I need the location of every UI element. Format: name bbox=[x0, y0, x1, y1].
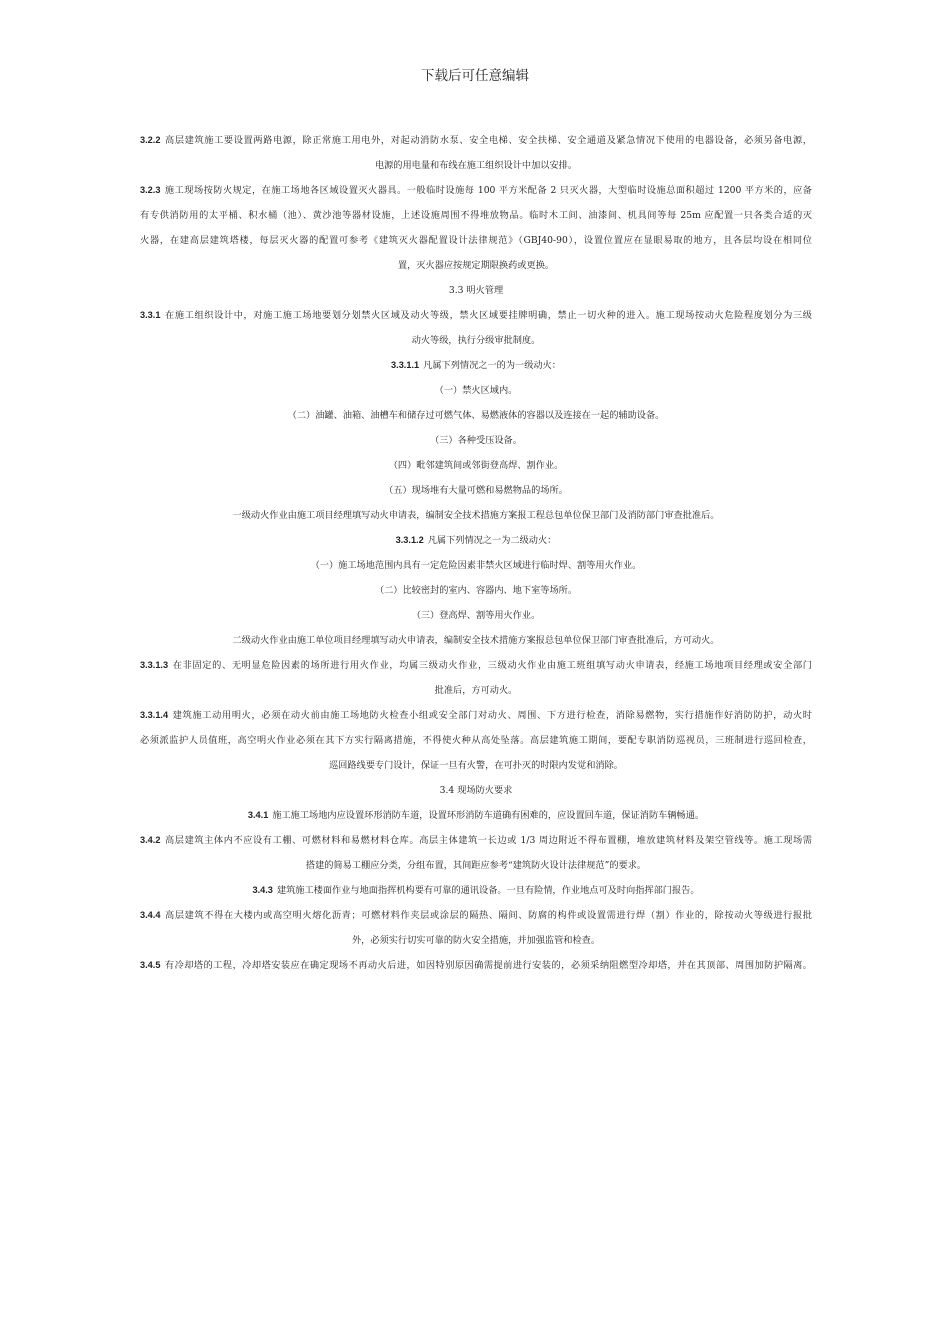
line-text: 搭建的简易工棚应分类，分组布置，其间距应参考“建筑防火设计法律规范”的要求。 bbox=[305, 860, 647, 871]
line-text: 凡属下列情况之一的为一级动火： bbox=[423, 360, 561, 371]
text-line bbox=[140, 753, 812, 778]
section-number: 3.3.1.2 bbox=[395, 535, 424, 545]
text-line bbox=[140, 953, 812, 978]
line-text: 必须派监护人员值班，高空明火作业必须在其下方实行隔离措施，不得使火种从高处坠落。高层建筑施工期间，要配专职消防巡视员，三班制进行巡回检查， bbox=[140, 735, 812, 746]
text-line bbox=[140, 678, 812, 703]
line-text: （二）比较密封的室内、容器内、地下室等场所。 bbox=[374, 585, 578, 596]
text-line bbox=[140, 553, 812, 578]
text-line bbox=[140, 828, 812, 853]
line-text: 二级动火作业由施工单位项目经理填写动火申请表，编制安全技术措施方案报总包单位保卫部门审查批准后，方可动火。 bbox=[232, 635, 720, 646]
line-text: 在施工组织设计中，对施工施工场地要划分划禁火区域及动火等级，禁火区域要挂牌明确，禁止一切火种的进入。施工现场按动火危险程度划分为三级 bbox=[164, 310, 812, 321]
line-text: （三）各种受压设备。 bbox=[430, 435, 522, 446]
line-text: 施工现场按防火规定，在施工场地各区域设置灭火器具。一般临时设施每 100 平方米配备 2 只灭火器，大型临时设施总面积超过 1200 平方米的，应备 bbox=[164, 185, 812, 196]
text-line bbox=[140, 528, 812, 553]
text-line bbox=[140, 903, 812, 928]
text-line bbox=[140, 628, 812, 653]
section-number: 3.4.2 bbox=[140, 835, 161, 845]
text-line bbox=[140, 178, 812, 203]
text-line bbox=[140, 328, 812, 353]
text-line bbox=[140, 428, 812, 453]
line-text: 巡回路线要专门设计，保证一旦有火警，在可扑灭的时限内发觉和消除。 bbox=[329, 760, 623, 771]
section-number: 3.3.1.4 bbox=[140, 710, 169, 720]
section-number: 3.3.1 bbox=[140, 310, 161, 320]
line-text: （五）现场堆有大量可燃和易燃物品的场所。 bbox=[384, 485, 568, 496]
line-text: 高层建筑施工要设置两路电源，除正常施工用电外，对起动消防水泵、安全电梯、安全扶梯、安全通道及紧急情况下使用的电器设备，必须另备电源， bbox=[164, 135, 812, 146]
text-line bbox=[140, 853, 812, 878]
section-number: 3.3.1.3 bbox=[140, 660, 169, 670]
line-text: 有冷却塔的工程，冷却塔安装应在确定现场不再动火后进，如因特别原因确需提前进行安装的，必须采纳阻燃型冷却塔，并在其顶部、周围加防护隔离。 bbox=[164, 960, 812, 971]
text-line bbox=[140, 403, 812, 428]
text-line bbox=[140, 453, 812, 478]
section-number: 3.4.4 bbox=[140, 910, 161, 920]
line-text: 3.3 明火管理 bbox=[448, 285, 504, 296]
section-number: 3.2.3 bbox=[140, 185, 161, 195]
text-line bbox=[140, 353, 812, 378]
text-line bbox=[140, 653, 812, 678]
text-line bbox=[140, 928, 812, 953]
line-text: （二）油罐、油箱、油槽车和储存过可燃气体、易燃液体的容器以及连接在一起的辅助设备。 bbox=[287, 410, 665, 421]
line-text: 有专供消防用的太平桶、积水桶（池）、黄沙池等器材设施，上述设施周围不得堆放物品。临时木工间、油漆间、机具间等每 25m 应配置一只各类合适的灭 bbox=[140, 210, 812, 221]
section-number: 3.2.2 bbox=[140, 135, 161, 145]
section-number: 3.4.3 bbox=[252, 885, 273, 895]
line-text: 在非固定的、无明显危险因素的场所进行用火作业，均属三级动火作业，三级动火作业由施工班组填写动火申请表，经施工场地项目经理或安全部门 bbox=[172, 660, 812, 671]
text-line bbox=[140, 728, 812, 753]
text-line bbox=[140, 228, 812, 253]
section-number: 3.4.5 bbox=[140, 960, 161, 970]
line-text: （一）施工场地范围内具有一定危险因素非禁火区域进行临时焊、割等用火作业。 bbox=[310, 560, 642, 571]
section-number: 3.4.1 bbox=[247, 810, 269, 820]
line-text: 施工施工场地内应设置环形消防车道，设置环形消防车道确有困难的，应设置回车道，保证消防车辆畅通。 bbox=[272, 810, 705, 821]
document-body bbox=[140, 128, 812, 978]
text-line bbox=[140, 703, 812, 728]
text-line bbox=[140, 603, 812, 628]
line-text: （一）禁火区域内。 bbox=[434, 385, 518, 396]
line-text: 电源的用电量和布线在施工组织设计中加以安排。 bbox=[374, 160, 578, 171]
text-line bbox=[140, 203, 812, 228]
text-line bbox=[140, 128, 812, 153]
line-text: 建筑施工动用明火，必须在动火前由施工场地防火检查小组或安全部门对动火、周围、下方进行检查，消除易燃物，实行措施作好消防防护，动火时 bbox=[172, 710, 812, 721]
line-text: （三）登高焊、割等用火作业。 bbox=[411, 610, 541, 621]
text-line bbox=[140, 278, 812, 303]
text-line bbox=[140, 503, 812, 528]
text-line bbox=[140, 378, 812, 403]
text-line bbox=[140, 778, 812, 803]
text-line bbox=[140, 253, 812, 278]
line-text: 高层建筑主体内不应设有工棚、可燃材料和易燃材料仓库。高层主体建筑一长边或 1/3 周边附近不得布置棚，堆放建筑材料及架空管线等。施工现场需 bbox=[164, 835, 812, 846]
line-text: 火器，在建高层建筑塔楼，每层灭火器的配置可参考《建筑灭火器配置设计法律规范》（GBJ40-90），设置位置应在显眼易取的地方，且各层均设在相同位 bbox=[140, 235, 812, 246]
page-header: 下载后可任意编辑 bbox=[421, 68, 529, 84]
text-line bbox=[140, 478, 812, 503]
section-number: 3.3.1.1 bbox=[391, 360, 420, 370]
text-line bbox=[140, 878, 812, 903]
line-text: （四）毗邻建筑间或邻街登高焊、割作业。 bbox=[388, 460, 564, 471]
line-text: 一级动火作业由施工项目经理填写动火申请表，编制安全技术措施方案报工程总包单位保卫部门及消防部门审查批准后。 bbox=[232, 510, 720, 521]
line-text: 外，必须实行切实可靠的防火安全措施，并加强监管和检查。 bbox=[351, 935, 601, 946]
text-line bbox=[140, 578, 812, 603]
text-line bbox=[140, 153, 812, 178]
line-text: 建筑施工楼面作业与地面指挥机构要有可靠的通讯设备。一旦有险情，作业地点可及时向指挥部门报告。 bbox=[276, 885, 700, 896]
line-text: 置，灭火器应按规定期限换药或更换。 bbox=[397, 260, 555, 271]
text-line bbox=[140, 803, 812, 828]
line-text: 凡属下列情况之一为二级动火： bbox=[427, 535, 557, 546]
line-text: 3.4 现场防火要求 bbox=[439, 785, 513, 796]
line-text: 高层建筑不得在大楼内或高空明火熔化沥青；可燃材料作夹层或涂层的隔热、隔间、防腐的构件或设置需进行焊（割）作业的，除按动火等级进行报批 bbox=[164, 910, 812, 921]
line-text: 动火等级，执行分级审批制度。 bbox=[411, 335, 541, 346]
text-line bbox=[140, 303, 812, 328]
line-text: 批准后，方可动火。 bbox=[434, 685, 518, 696]
